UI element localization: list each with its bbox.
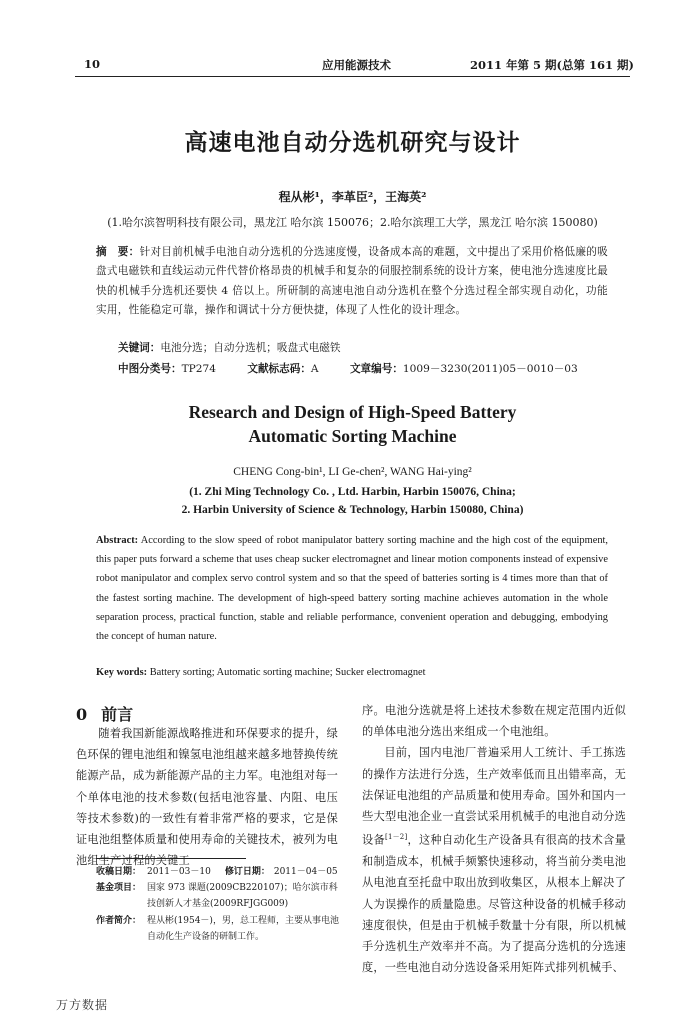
page-number: 10 xyxy=(84,57,101,71)
zh-keywords xyxy=(118,340,340,355)
footnote-author xyxy=(96,913,346,945)
en-keywords-text: Battery sorting; Automatic sorting machine; Sucker electromagnet xyxy=(149,667,426,678)
en-title-line1: Research and Design of High-Speed Battery xyxy=(188,402,517,422)
section-number: 0 xyxy=(76,705,88,724)
en-abstract-text: According to the slow speed of robot manipulator battery sorting machine and the high cost of the equipment, this paper puts forward a scheme that uses cheap sucker electromagnet and linear motion components instead of expensive robot manipulator and complex servo control system and so that the speed of batteries sorting is 4 times more than that of the fastest sorting machine. The development of high-speed battery sorting machine achieves automation in the whole separation process, practical function, stable and reliable performance, convenient operation and debugging, embodying the concept of human nature. xyxy=(96,535,608,643)
clc-label: 中图分类号： xyxy=(118,363,182,375)
en-title-line2: Automatic Sorting Machine xyxy=(248,426,457,446)
article-no-value: 1009－3230(2011)05－0010－03 xyxy=(402,363,578,375)
en-authors: CHENG Cong-bin¹, LI Ge-chen², WANG Hai-ying² xyxy=(233,466,472,478)
en-affiliation-line2: 2. Harbin University of Science & Technology, Harbin 150080, China) xyxy=(181,504,524,516)
body-right-column xyxy=(362,700,626,978)
section-heading xyxy=(76,702,133,725)
received-date: 2011－03－10 xyxy=(147,867,211,877)
body-text: 目前，国内电池厂普遍采用人工统计、手工拣选的操作方法进行分选，生产效率低而且出错率高，无法保证电池组的产品质量和使用寿命。国外和国内一些大型电池企业一直尝试采用机械手的电池自动分选设备 xyxy=(362,746,626,847)
body-text: ，这种自动化生产设备具有很高的技术含量和制造成本，机械手频繁快速移动，将当前分类电池从电池直至托盘中取出放到收集区，从根本上解决了人为误操作的质量隐患。尽管这种设备的机械手移动速度很快，但是由于机械手数量十分有限，所以机械手分选机生产效率并不高。为了提高分选机的分选速度，一些电池自动分选设备采用矩阵式排列机械手、 xyxy=(362,833,626,975)
en-affiliation-line1: (1. Zhi Ming Technology Co. , Ltd. Harbin, Harbin 150076, China; xyxy=(189,486,516,498)
zh-authors: 程从彬¹，李革臣²，王海英² xyxy=(278,190,427,204)
body-left-column xyxy=(76,723,338,871)
footnote-fund xyxy=(96,880,346,912)
zh-keywords-text: 电池分选；自动分选机；吸盘式电磁铁 xyxy=(160,342,341,354)
zh-affiliation: (1.哈尔滨智明科技有限公司，黑龙江 哈尔滨 150076；2.哈尔滨理工大学，黑龙江 哈尔滨 150080) xyxy=(107,216,598,229)
zh-abstract xyxy=(96,243,608,321)
zh-abstract-text: 针对目前机械手电池自动分选机的分选速度慢，设备成本高的难题，文中提出了采用价格低廉的吸盘式电磁铁和直线运动元件代替价格昂贵的机械手和复杂的伺服控制系统的设计方案，使电池分选速度比最快的机械手分选机还要快 4 倍以上。所研制的高速电池自动分选机在整个分选过程全部实现自动化，功能实用，性能稳定可靠，操作和调试十分方便快捷，体现了人性化的设计理念。 xyxy=(96,246,609,317)
en-abstract-label: Abstract: xyxy=(96,535,139,546)
zh-title: 高速电池自动分选机研究与设计 xyxy=(184,129,521,156)
citation: [1－2] xyxy=(385,833,408,842)
footnote-rule xyxy=(96,858,246,859)
body-paragraph: 序。电池分选就是将上述技术参数在规定范围内近似的单体电池分选出来组成一个电池组。 xyxy=(362,704,626,739)
issue-info: 2011 年第 5 期(总第 161 期) xyxy=(470,58,634,72)
footnote xyxy=(96,864,346,945)
zh-keywords-label: 关键词： xyxy=(118,342,161,354)
zh-classification xyxy=(118,361,578,376)
section-title: 前言 xyxy=(101,705,134,724)
watermark: 万方数据 xyxy=(56,998,109,1012)
body-paragraph xyxy=(362,742,626,978)
journal-name: 应用能源技术 xyxy=(322,58,391,72)
en-abstract xyxy=(96,531,608,646)
zh-abstract-label: 摘 要： xyxy=(96,246,140,258)
en-keywords xyxy=(96,667,426,678)
article-no-label: 文章编号： xyxy=(349,363,403,375)
author-bio-text: 程从彬(1954－)，男，总工程师，主要从事电池自动化生产设备的研制工作。 xyxy=(147,915,339,942)
fund-text: 国家 973 课题(2009CB220107)；哈尔滨市科技创新人才基金(2009RFJGG009) xyxy=(147,883,338,910)
author-bio-label: 作者简介： xyxy=(96,915,142,926)
en-keywords-label: Key words: xyxy=(96,667,148,678)
revised-label: 修订日期： xyxy=(224,867,270,877)
header-rule xyxy=(75,76,630,77)
body-paragraph: 随着我国新能源战略推进和环保要求的提升，绿色环保的锂电池组和镍氢电池组越来越多地替换传统能源产品，成为新能源产品的主力军。电池组对每一个单体电池的技术参数(包括电池容量、内阻、电压等技术参数)的一致性有着非常严格的要求，它是保证电池组整体质量和使用寿命的关键技术，被列为电池组生产过程的关键工 xyxy=(76,727,338,868)
doc-code-label: 文献标志码： xyxy=(247,363,311,375)
received-label: 收稿日期： xyxy=(96,867,142,877)
footnote-dates xyxy=(96,864,346,880)
clc-value: TP274 xyxy=(181,363,216,375)
revised-date: 2011－04－05 xyxy=(273,867,338,877)
fund-label: 基金项目： xyxy=(96,883,142,894)
doc-code-value: A xyxy=(310,363,319,375)
